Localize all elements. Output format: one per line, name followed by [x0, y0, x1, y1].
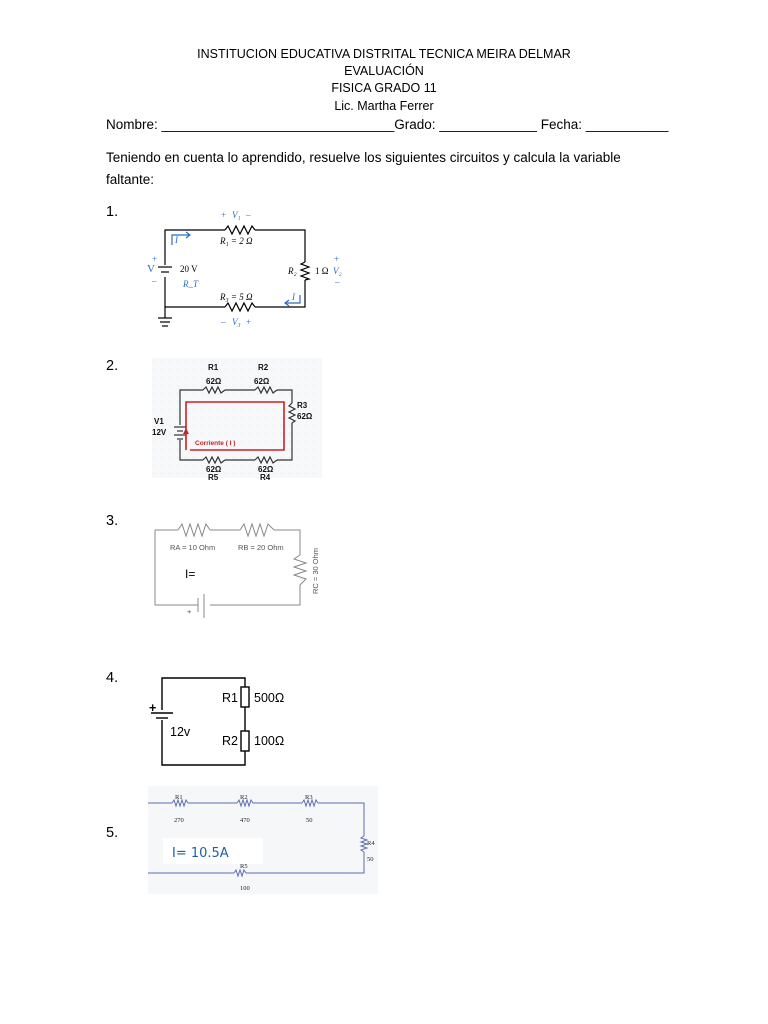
c4-voltage: 12v — [170, 725, 191, 739]
circuit-5-diagram — [148, 786, 378, 894]
c2-r4-label: R4 — [260, 473, 271, 482]
c5-r4-label: R4 — [367, 840, 375, 847]
subject-title: FISICA GRADO 11 — [331, 81, 437, 95]
c2-r3-value: 62Ω — [297, 412, 313, 421]
problem-2-number: 2. — [106, 358, 119, 374]
c1-source-plus: + — [152, 254, 158, 264]
c4-r2-label: R2 — [222, 734, 238, 748]
c3-ra-label: RA = 10 Ohm — [170, 543, 216, 552]
c1-v2-plus: + — [334, 254, 340, 264]
c3-rb-label: RB = 20 Ohm — [238, 543, 284, 552]
c1-source-value: 20 V — [180, 264, 198, 274]
c4-r1-label: R1 — [222, 691, 238, 705]
c5-r5-value: 100 — [240, 885, 250, 892]
c1-r1-label: R₁ = 2 Ω — [220, 236, 253, 246]
c5-r3-value: 50 — [306, 817, 313, 824]
circuit-2-diagram — [152, 358, 322, 482]
grade-blank[interactable]: _____________ — [439, 117, 537, 132]
name-blank[interactable]: _______________________________ — [161, 117, 395, 132]
c1-r3-label: R₃ = 5 Ω — [220, 292, 253, 302]
c5-r1-label: R1 — [175, 794, 183, 801]
c4-plus: + — [149, 701, 157, 715]
c1-v3-label: V₃ — [232, 317, 241, 327]
date-label: Fecha: — [540, 117, 582, 132]
c2-r4-value: 62Ω — [258, 465, 274, 474]
c4-r2-value: 100Ω — [254, 734, 285, 748]
c5-r2-label: R2 — [240, 794, 248, 801]
c1-v2-minus: – — [335, 277, 340, 287]
c1-v3-minus: – — [221, 317, 226, 327]
c1-r2-value: 1 Ω — [315, 266, 329, 276]
problem-5-number: 5. — [106, 825, 119, 841]
c5-r5-label: R5 — [240, 863, 248, 870]
teacher-name: Lic. Martha Ferrer — [334, 99, 434, 113]
c2-r2-value: 62Ω — [254, 377, 270, 386]
c4-r1-value: 500Ω — [254, 691, 285, 705]
c1-source-rt: R_T — [183, 279, 199, 289]
c2-r1-label: R1 — [208, 363, 219, 372]
c5-r4-value: 50 — [367, 856, 374, 863]
institution-name: INSTITUCION EDUCATIVA DISTRITAL TECNICA MEIRA DELMAR — [197, 47, 571, 61]
c5-r2-value: 470 — [240, 817, 250, 824]
grade-label: Grado: — [394, 117, 436, 132]
circuit-1-diagram — [143, 205, 353, 330]
c3-plus: + — [187, 607, 192, 616]
c2-r3-label: R3 — [297, 401, 308, 410]
instructions-line-1: Teniendo en cuenta lo aprendido, resuelve los siguientes circuitos y calcula la variable — [106, 150, 621, 165]
problem-1-number: 1. — [106, 204, 119, 220]
c2-r1-value: 62Ω — [206, 377, 222, 386]
circuit-3-diagram — [152, 517, 320, 625]
c1-v1-plus: + — [221, 210, 227, 220]
c1-r2-label: R₂ — [288, 266, 297, 276]
c2-r5-value: 62Ω — [206, 465, 222, 474]
c2-v1-label: V1 — [154, 417, 164, 426]
c1-v2-label: V₂ — [333, 266, 342, 276]
c2-r5-label: R5 — [208, 473, 219, 482]
circuit-4-diagram — [146, 674, 296, 768]
c1-v1-minus: – — [246, 210, 251, 220]
c1-i-top: I — [175, 235, 178, 245]
c1-v1-label: V₁ — [232, 210, 241, 220]
date-blank[interactable]: ___________ — [585, 117, 669, 132]
c5-r1-value: 270 — [174, 817, 184, 824]
problem-4-number: 4. — [106, 670, 119, 686]
c2-v1-value: 12V — [152, 428, 167, 437]
exam-title: EVALUACIÓN — [344, 64, 424, 78]
c1-source-v: V — [147, 263, 155, 275]
c1-source-minus: – — [152, 276, 157, 286]
instructions-line-2: faltante: — [106, 172, 155, 187]
student-info-line — [106, 117, 668, 132]
c3-current-label: I= — [185, 567, 196, 581]
c5-current-label: I= 10.5A — [172, 846, 229, 861]
c2-current-label: Corriente ( I ) — [195, 440, 236, 447]
c1-v3-plus: + — [246, 317, 252, 327]
name-label: Nombre: — [106, 117, 158, 132]
c2-r2-label: R2 — [258, 363, 269, 372]
c1-i-bottom: I — [292, 292, 295, 302]
c3-rc-label: RC = 30 Ohm — [311, 547, 320, 594]
c5-r3-label: R3 — [305, 794, 313, 801]
problem-3-number: 3. — [106, 513, 119, 529]
